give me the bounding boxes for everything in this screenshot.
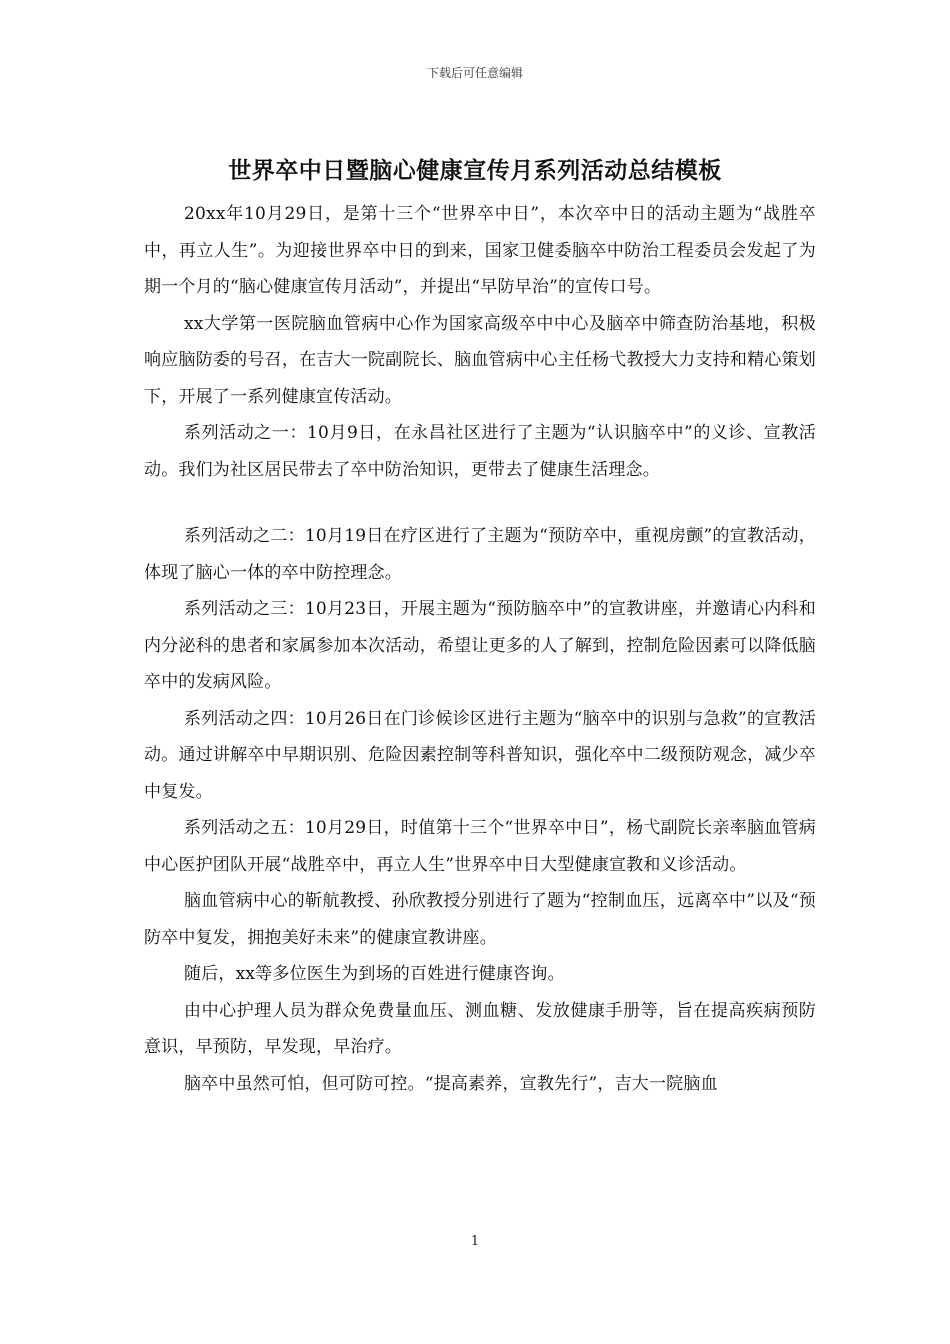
- page-header-note: 下载后可任意编辑: [426, 66, 523, 80]
- paragraph-activity-4: 系列活动之四：10月26日在门诊候诊区进行主题为“脑卒中的识别与急救”的宣教活动。通过讲解卒中早期识别、危险因素控制等科普知识，强化卒中二级预防观念，减少卒中复发。: [144, 708, 816, 802]
- paragraph-nursing: 由中心护理人员为群众免费量血压、测血糖、发放健康手册等，旨在提高疾病预防意识，早预防，早发现，早治疗。: [144, 1000, 816, 1057]
- page-number: 1: [470, 1234, 480, 1249]
- paragraph-intro: 20xx年10月29日，是第十三个“世界卒中日”，本次卒中日的活动主题为“战胜卒中，再立人生”。为迎接世界卒中日的到来，国家卫健委脑卒中防治工程委员会发起了为期一个月的“脑心健康宣传月活动”，并提出“早防早治”的宣传口号。: [144, 204, 816, 297]
- paragraph-hospital: xx大学第一医院脑血管病中心作为国家高级卒中中心及脑卒中筛查防治基地，积极响应脑防委的号召，在吉大一院副院长、脑血管病中心主任杨弋教授大力支持和精心策划下，开展了一系列健康宣传活动。: [144, 313, 816, 407]
- document-body: [144, 196, 816, 1102]
- paragraph-consultation: 随后，xx等多位医生为到场的百姓进行健康咨询。: [184, 964, 565, 984]
- paragraph-lectures: 脑血管病中心的靳航教授、孙欣教授分别进行了题为“控制血压，远离卒中”以及“预防卒中复发，拥抱美好未来”的健康宣教讲座。: [144, 891, 816, 948]
- paragraph-activity-1: 系列活动之一：10月9日，在永昌社区进行了主题为“认识脑卒中”的义诊、宣教活动。我们为社区居民带去了卒中防治知识，更带去了健康生活理念。: [144, 423, 816, 480]
- paragraph-closing: 脑卒中虽然可怕，但可防可控。“提高素养，宣教先行”，吉大一院脑血: [184, 1073, 718, 1094]
- paragraph-activity-3: 系列活动之三：10月23日，开展主题为“预防脑卒中”的宣教讲座，并邀请心内科和内分泌科的患者和家属参加本次活动，希望让更多的人了解到，控制危险因素可以降低脑卒中的发病风险。: [144, 599, 816, 692]
- paragraph-activity-2: 系列活动之二：10月19日在疗区进行了主题为“预防卒中，重视房颤”的宣教活动，体现了脑心一体的卒中防控理念。: [144, 526, 816, 583]
- paragraph-activity-5: 系列活动之五：10月29日，时值第十三个“世界卒中日”，杨弋副院长亲率脑血管病中心医护团队开展“战胜卒中，再立人生”世界卒中日大型健康宣教和义诊活动。: [144, 818, 816, 875]
- document-title: 世界卒中日暨脑心健康宣传月系列活动总结模板: [228, 158, 722, 184]
